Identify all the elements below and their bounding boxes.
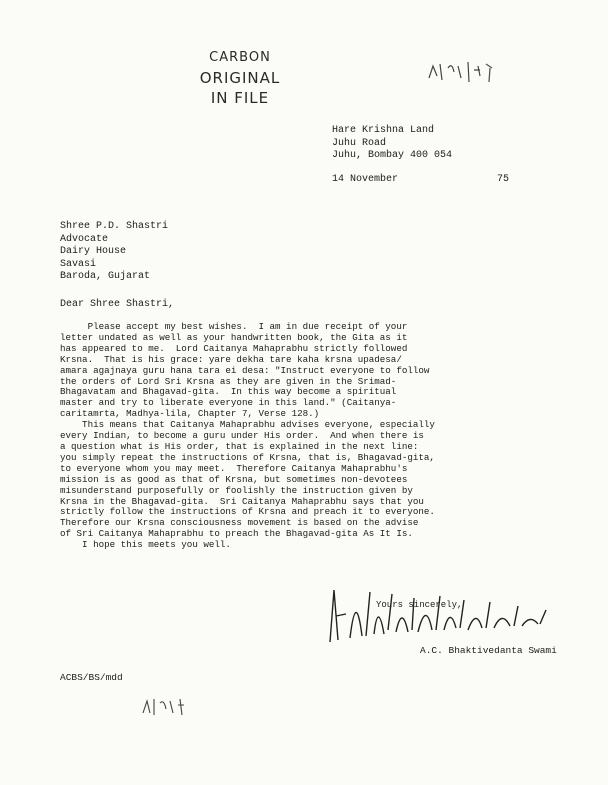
body-line: of Sri Caitanya Mahaprabhu to preach the Bhagavad-gita As It Is. (60, 528, 413, 540)
body-line: Therefore our Krsna consciousness movement is based on the advise (60, 517, 419, 529)
closing-yours: Yours sincerely, (376, 600, 463, 610)
carbon-stamp (196, 48, 284, 108)
body-line: you simply repeat the instructions of Krsna, that is, Bhagavad-gita, (60, 451, 435, 463)
stamp-line-3: IN FILE (210, 89, 270, 107)
handwritten-signature (322, 570, 552, 650)
body-line: Bhagavatam and Bhagavad-gita. In this way become a spiritual (60, 386, 397, 398)
recipient-line: Dairy House (60, 246, 127, 258)
signature-text: A.C. Bhaktivedanta Swami (328, 646, 343, 647)
body-line: mission is as good as that of Krsna, but sometimes non-devotees (60, 473, 408, 485)
body-line: This means that Caitanya Mahaprabhu advises everyone, especially (60, 419, 435, 431)
body-line: strictly follow the instructions of Krsna and preach it to everyone. (60, 506, 435, 518)
stamp-line-2: ORIGINAL (199, 69, 281, 87)
body-line: to everyone whom you may meet. Therefore Caitanya Mahaprabhu's (60, 462, 408, 474)
recipient-line: Shree P.D. Shastri (60, 221, 169, 232)
salutation: Dear Shree Shastri, (60, 299, 175, 310)
body-line: Krsna. That is his grace: yare dekha tare kaha krsna upadesa/ (60, 353, 402, 365)
sender-line: Hare Krishna Land (332, 125, 435, 136)
letter-body (60, 322, 540, 551)
recipient-line: Savasi (60, 258, 97, 270)
ink-annotation-bottom-icon (140, 695, 188, 717)
recipient-line: Advocate (60, 233, 109, 245)
body-line: the orders of Lord Sri Krsna as they are given in the Srimad- (60, 375, 397, 387)
body-line: Please accept my best wishes. I am in due receipt of your (60, 321, 408, 332)
body-line: master and try to liberate everyone in this land." (Caitanya- (60, 397, 397, 409)
body-line: every Indian, to become a guru under His order. And when there is (60, 430, 424, 442)
body-line: a question what is His order, that is explained in the next line: (60, 440, 419, 452)
sender-line: Juhu, Bombay 400 054 (332, 150, 453, 161)
recipient-address (60, 221, 168, 284)
date-year: 75 (497, 174, 510, 185)
stamp-line-1: CARBON (209, 50, 271, 65)
body-line: letter undated as well as your handwritten book, the Gita as it (60, 331, 408, 343)
date-day-month: 14 November (332, 174, 399, 185)
body-line: misunderstand purposefully or foolishly the instruction given by (60, 484, 413, 496)
sender-address (332, 125, 452, 163)
reference-initials: ACBS/BS/mdd (60, 672, 123, 683)
closing-name: A.C. Bhaktivedanta Swami (420, 645, 557, 656)
body-line: caritamrta, Madhya-lila, Chapter 7, Verse 128.) (60, 408, 320, 420)
body-line: has appeared to me. Lord Caitanya Mahaprabhu strictly followed (60, 342, 408, 354)
body-line: Krsna in the Bhagavad-gita. Sri Caitanya Mahaprabhu says that you (60, 495, 424, 507)
recipient-line: Baroda, Gujarat (60, 271, 151, 283)
sender-line: Juhu Road (332, 137, 387, 149)
body-line: I hope this meets you well. (60, 539, 231, 551)
body-line: amara agajnaya guru hana tara ei desa: "Instruct everyone to follow (60, 364, 430, 376)
ink-annotation-top-icon (424, 56, 504, 86)
